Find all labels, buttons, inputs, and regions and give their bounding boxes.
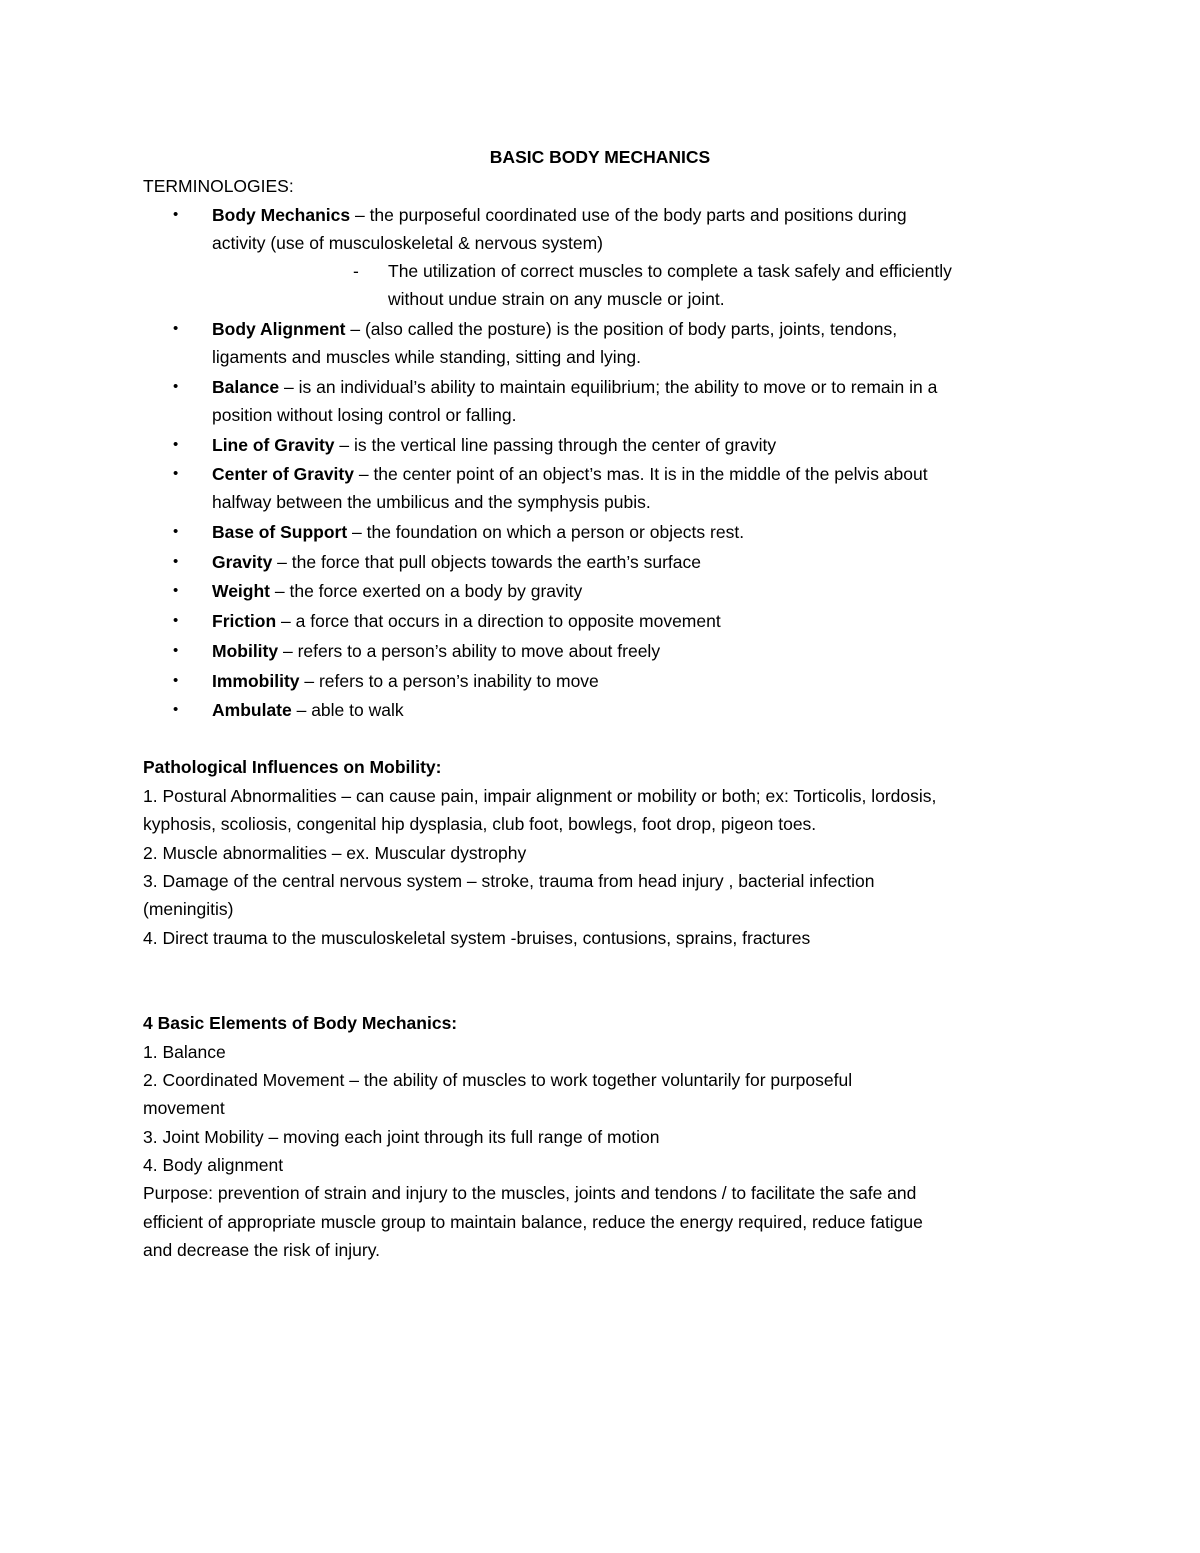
term-label: Gravity: [212, 552, 273, 572]
term-definition-cont: position without losing control or falling.: [212, 405, 517, 425]
term-label: Friction: [212, 611, 277, 631]
term-definition: – a force that occurs in a direction to opposite movement: [276, 611, 721, 631]
term-definition-cont: halfway between the umbilicus and the symphysis pubis.: [212, 492, 651, 512]
term-body-mechanics: [212, 203, 907, 227]
term-mobility: [212, 639, 660, 663]
elements-heading: 4 Basic Elements of Body Mechanics:: [143, 1013, 458, 1033]
bullet-icon: •: [173, 206, 179, 223]
purpose-line: Purpose: prevention of strain and injury to the muscles, joints and tendons / to facilitate the safe and: [143, 1183, 917, 1203]
term-definition: – refers to a person’s inability to move: [299, 671, 599, 691]
term-definition-cont: ligaments and muscles while standing, sitting and lying.: [212, 347, 641, 367]
bullet-icon: •: [173, 465, 179, 482]
term-definition: – the foundation on which a person or objects rest.: [347, 522, 745, 542]
term-ambulate: [212, 698, 404, 722]
document-title: BASIC BODY MECHANICS: [489, 147, 711, 167]
bullet-icon: •: [173, 612, 179, 629]
term-label: Base of Support: [212, 522, 348, 542]
bullet-icon: •: [173, 436, 179, 453]
pathological-line: 2. Muscle abnormalities – ex. Muscular dystrophy: [143, 843, 527, 863]
pathological-line: (meningitis): [143, 899, 234, 919]
term-definition: – refers to a person’s ability to move about freely: [278, 641, 661, 661]
term-label: Line of Gravity: [212, 435, 335, 455]
term-definition: – the force that pull objects towards the earth’s surface: [272, 552, 701, 572]
bullet-icon: •: [173, 523, 179, 540]
term-definition: – is an individual’s ability to maintain equilibrium; the ability to move or to remain in a: [279, 377, 938, 397]
term-label: Immobility: [212, 671, 300, 691]
term-label: Body Mechanics: [212, 205, 351, 225]
term-center-of-gravity: [212, 462, 928, 486]
term-gravity: [212, 550, 701, 574]
bullet-icon: •: [173, 701, 179, 718]
term-weight: [212, 579, 582, 603]
term-definition: – the force exerted on a body by gravity: [270, 581, 583, 601]
elements-line: 3. Joint Mobility – moving each joint through its full range of motion: [143, 1127, 660, 1147]
term-label: Ambulate: [212, 700, 292, 720]
term-immobility: [212, 669, 599, 693]
elements-line: 2. Coordinated Movement – the ability of muscles to work together voluntarily for purposeful: [143, 1070, 853, 1090]
term-definition: – the center point of an object’s mas. It is in the middle of the pelvis about: [353, 464, 928, 484]
bullet-icon: •: [173, 642, 179, 659]
term-friction: [212, 609, 721, 633]
term-label: Balance: [212, 377, 280, 397]
term-label: Body Alignment: [212, 319, 346, 339]
pathological-line: 1. Postural Abnormalities – can cause pain, impair alignment or mobility or both; ex: Torticolis, lordosis,: [143, 786, 937, 806]
pathological-heading: Pathological Influences on Mobility:: [143, 757, 442, 777]
term-label: Center of Gravity: [212, 464, 354, 484]
term-definition: – (also called the posture) is the position of body parts, joints, tendons,: [345, 319, 898, 339]
elements-line: 4. Body alignment: [143, 1155, 284, 1175]
terminologies-heading: TERMINOLOGIES:: [143, 176, 294, 196]
pathological-line: 3. Damage of the central nervous system – stroke, trauma from head injury , bacterial infection: [143, 871, 875, 891]
sub-point-cont: without undue strain on any muscle or joint.: [388, 289, 725, 309]
elements-line: 1. Balance: [143, 1042, 226, 1062]
purpose-line: efficient of appropriate muscle group to maintain balance, reduce the energy required, reduce fatigue: [143, 1212, 923, 1232]
dash-icon: -: [353, 261, 359, 281]
pathological-line: kyphosis, scoliosis, congenital hip dysplasia, club foot, bowlegs, foot drop, pigeon toes.: [143, 814, 817, 834]
bullet-icon: •: [173, 672, 179, 689]
purpose-line: and decrease the risk of injury.: [143, 1240, 381, 1260]
bullet-icon: •: [173, 553, 179, 570]
bullet-icon: •: [173, 320, 179, 337]
sub-point: The utilization of correct muscles to complete a task safely and efficiently: [388, 261, 952, 281]
term-definition: – is the vertical line passing through the center of gravity: [334, 435, 777, 455]
term-label: Weight: [212, 581, 271, 601]
term-definition: – able to walk: [291, 700, 404, 720]
elements-line: movement: [143, 1098, 225, 1118]
term-body-alignment: [212, 317, 897, 341]
term-definition: – the purposeful coordinated use of the body parts and positions during: [350, 205, 907, 225]
bullet-icon: •: [173, 378, 179, 395]
pathological-line: 4. Direct trauma to the musculoskeletal system -bruises, contusions, sprains, fractures: [143, 928, 811, 948]
bullet-icon: •: [173, 582, 179, 599]
term-definition-cont: activity (use of musculoskeletal & nervous system): [212, 233, 603, 253]
term-base-of-support: [212, 520, 744, 544]
term-balance: [212, 375, 937, 399]
term-line-of-gravity: [212, 433, 776, 457]
term-label: Mobility: [212, 641, 279, 661]
